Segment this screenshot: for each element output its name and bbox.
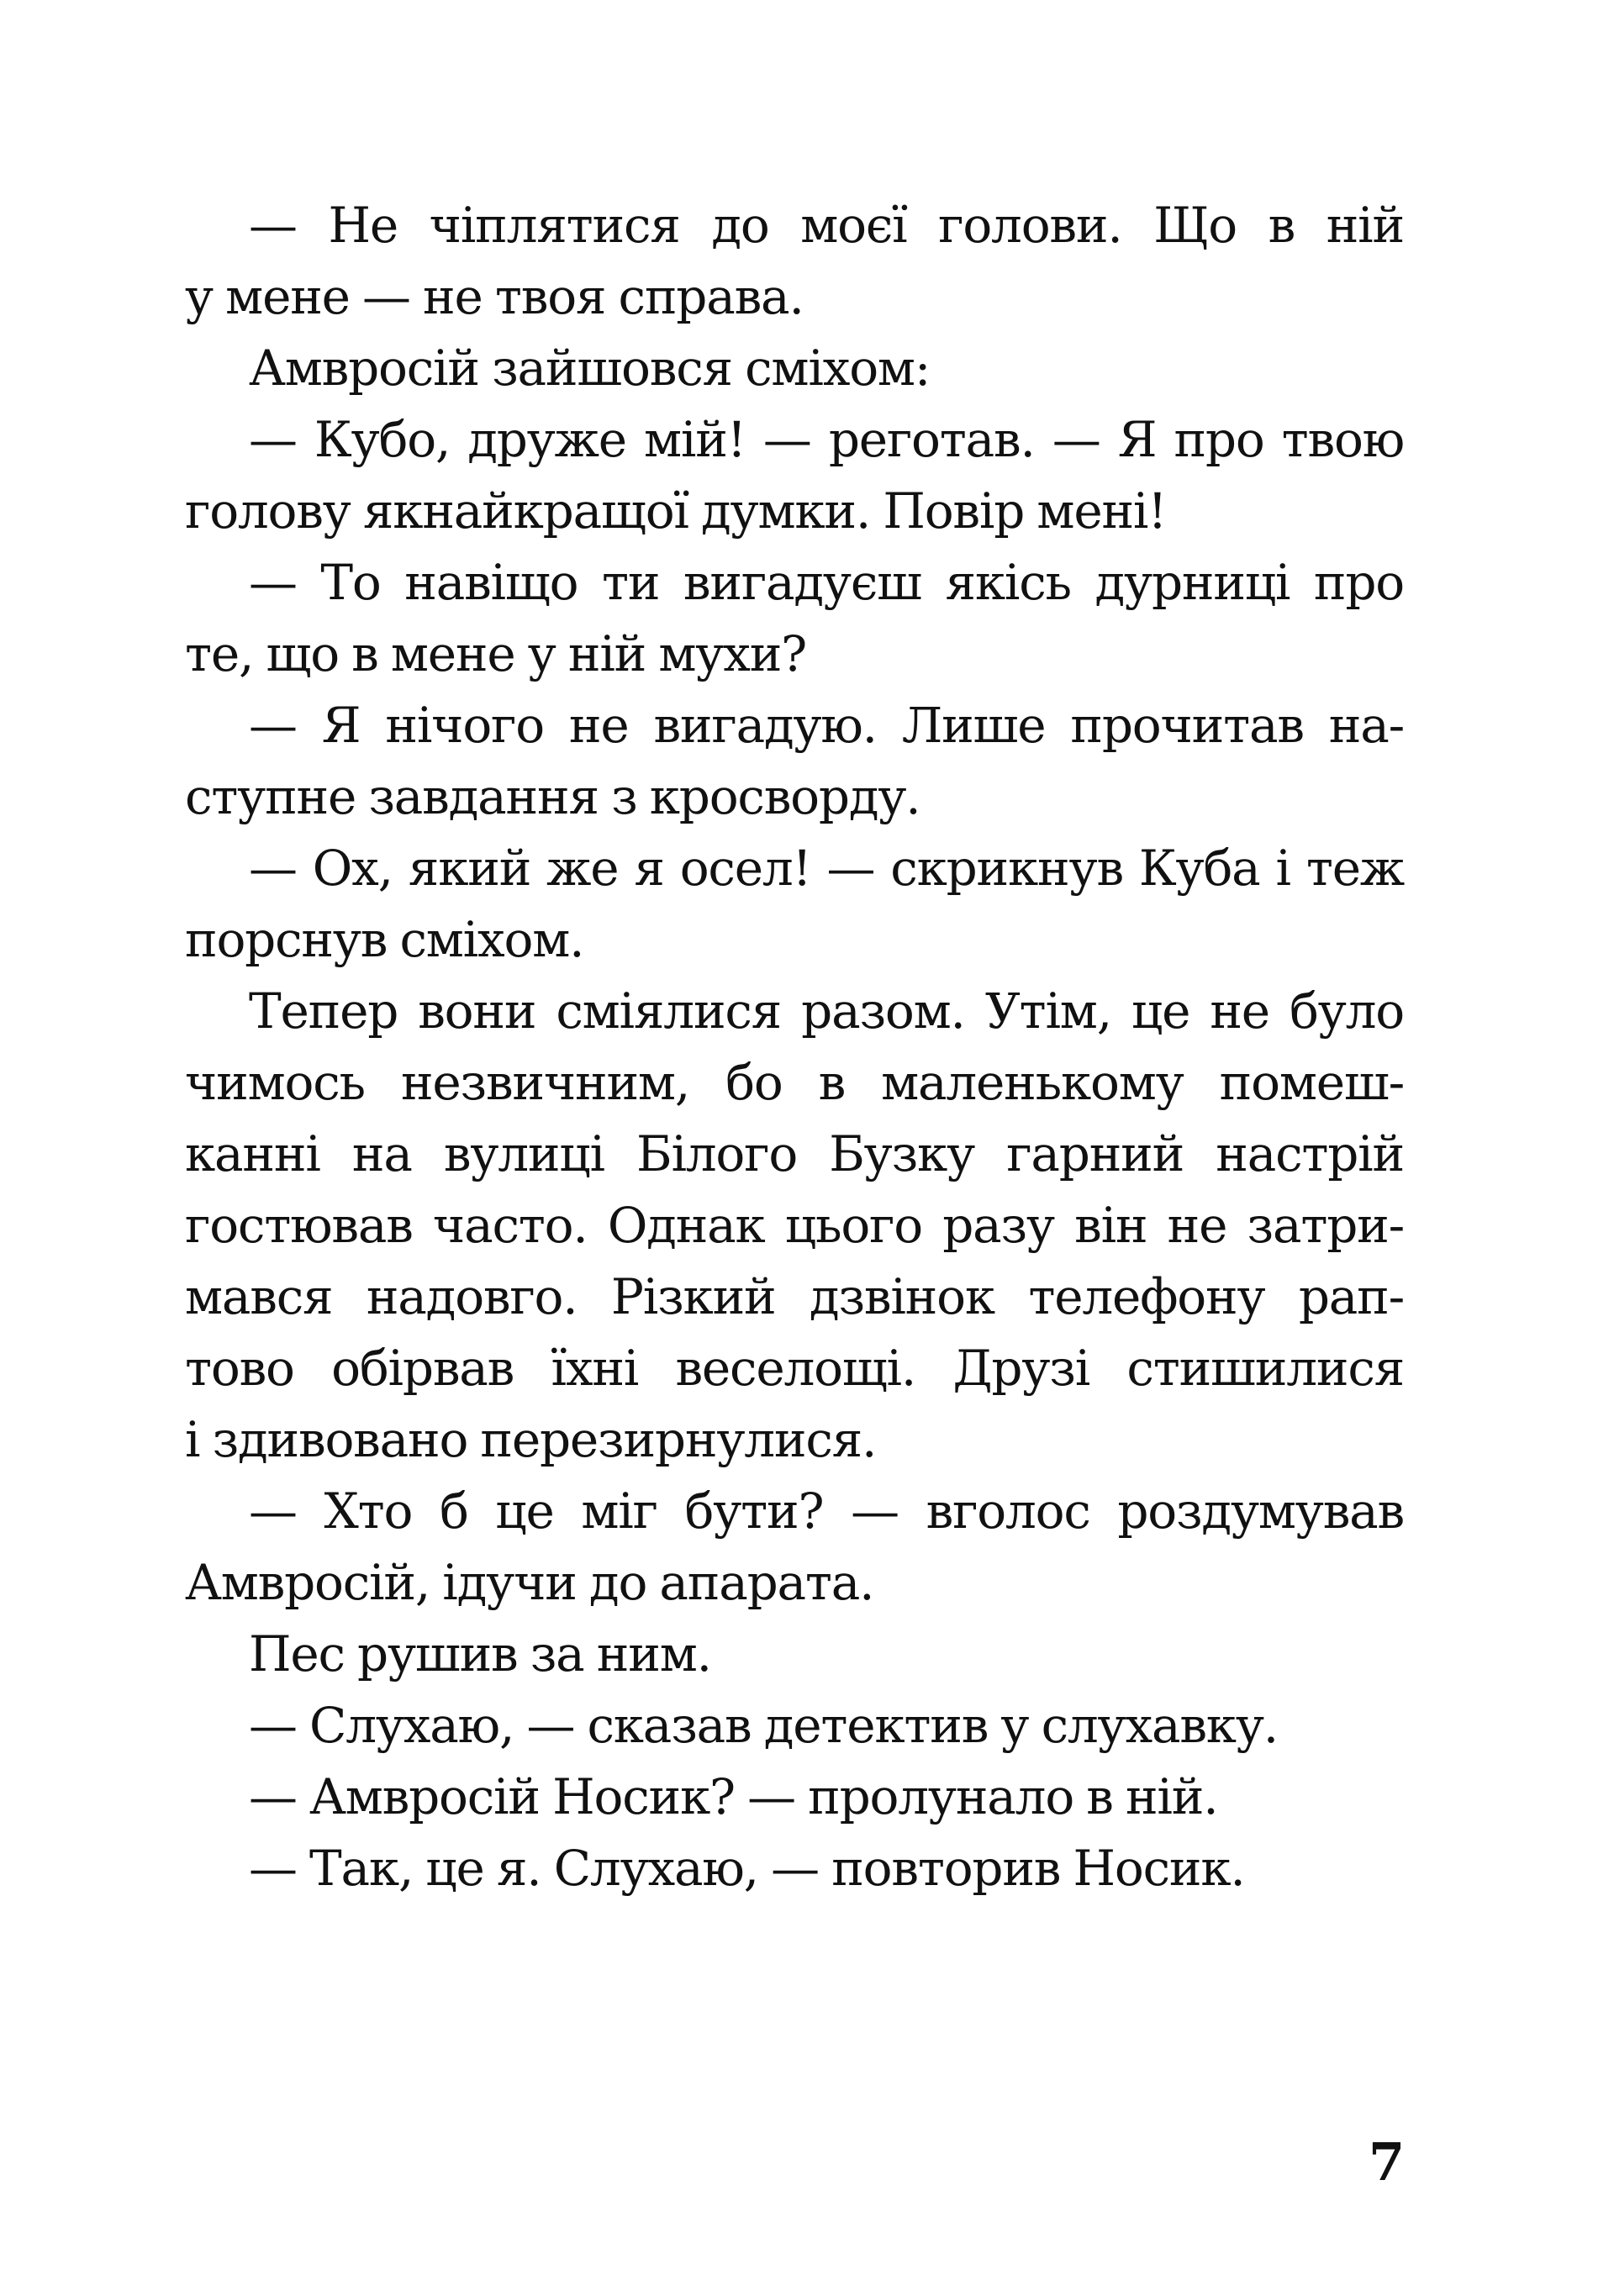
text-line: — Ох, який же я осел! — скрикнув Куба і теж <box>249 840 1404 897</box>
text-line: Амвросій зайшовся сміхом: <box>249 340 931 397</box>
text-line: — Не чіплятися до моєї голови. Що в ній <box>249 197 1404 254</box>
text-line: голову якнайкращої думки. Повір мені! <box>185 482 1167 540</box>
page-number: 7 <box>1369 2131 1406 2193</box>
text-line: у мене — не твоя справа. <box>185 268 804 325</box>
text-line: — Слухаю, — сказав детектив у слухавку. <box>249 1697 1278 1754</box>
text-line: — Так, це я. Слухаю, — повторив Носик. <box>249 1840 1245 1897</box>
text-line: канні на вулиці Білого Бузку гарний настрій <box>185 1125 1404 1182</box>
text-line: чимось незвичним, бо в маленькому помеш- <box>185 1054 1404 1111</box>
text-line: ступне завдання з кросворду. <box>185 768 920 825</box>
text-line: — Кубо, друже мій! — реготав. — Я про твою <box>249 411 1404 468</box>
text-line: Амвросій, ідучи до апарата. <box>185 1554 874 1611</box>
text-line: і здивовано перезирнулися. <box>185 1411 877 1468</box>
text-line: — То навіщо ти вигадуєш якісь дурниці про <box>249 554 1404 611</box>
text-line: тово обірвав їхні веселощі. Друзі стишилися <box>185 1340 1404 1397</box>
text-line: те, що в мене у ній мухи? <box>185 625 807 682</box>
text-line: Тепер вони сміялися разом. Утім, це не було <box>249 982 1404 1040</box>
body-text <box>185 190 1404 1904</box>
text-line: Пес рушив за ним. <box>249 1625 711 1683</box>
text-line: — Амвросій Носик? — пролунало в ній. <box>249 1768 1218 1825</box>
text-line: порснув сміхом. <box>185 911 584 968</box>
text-line: мався надовго. Різкий дзвінок телефону рап- <box>185 1268 1404 1325</box>
text-line: гостював часто. Однак цього разу він не затри- <box>185 1197 1404 1254</box>
text-line: — Я нічого не вигадую. Лише прочитав на- <box>249 697 1404 754</box>
text-line: — Хто б це міг бути? — вголос роздумував <box>249 1482 1404 1540</box>
